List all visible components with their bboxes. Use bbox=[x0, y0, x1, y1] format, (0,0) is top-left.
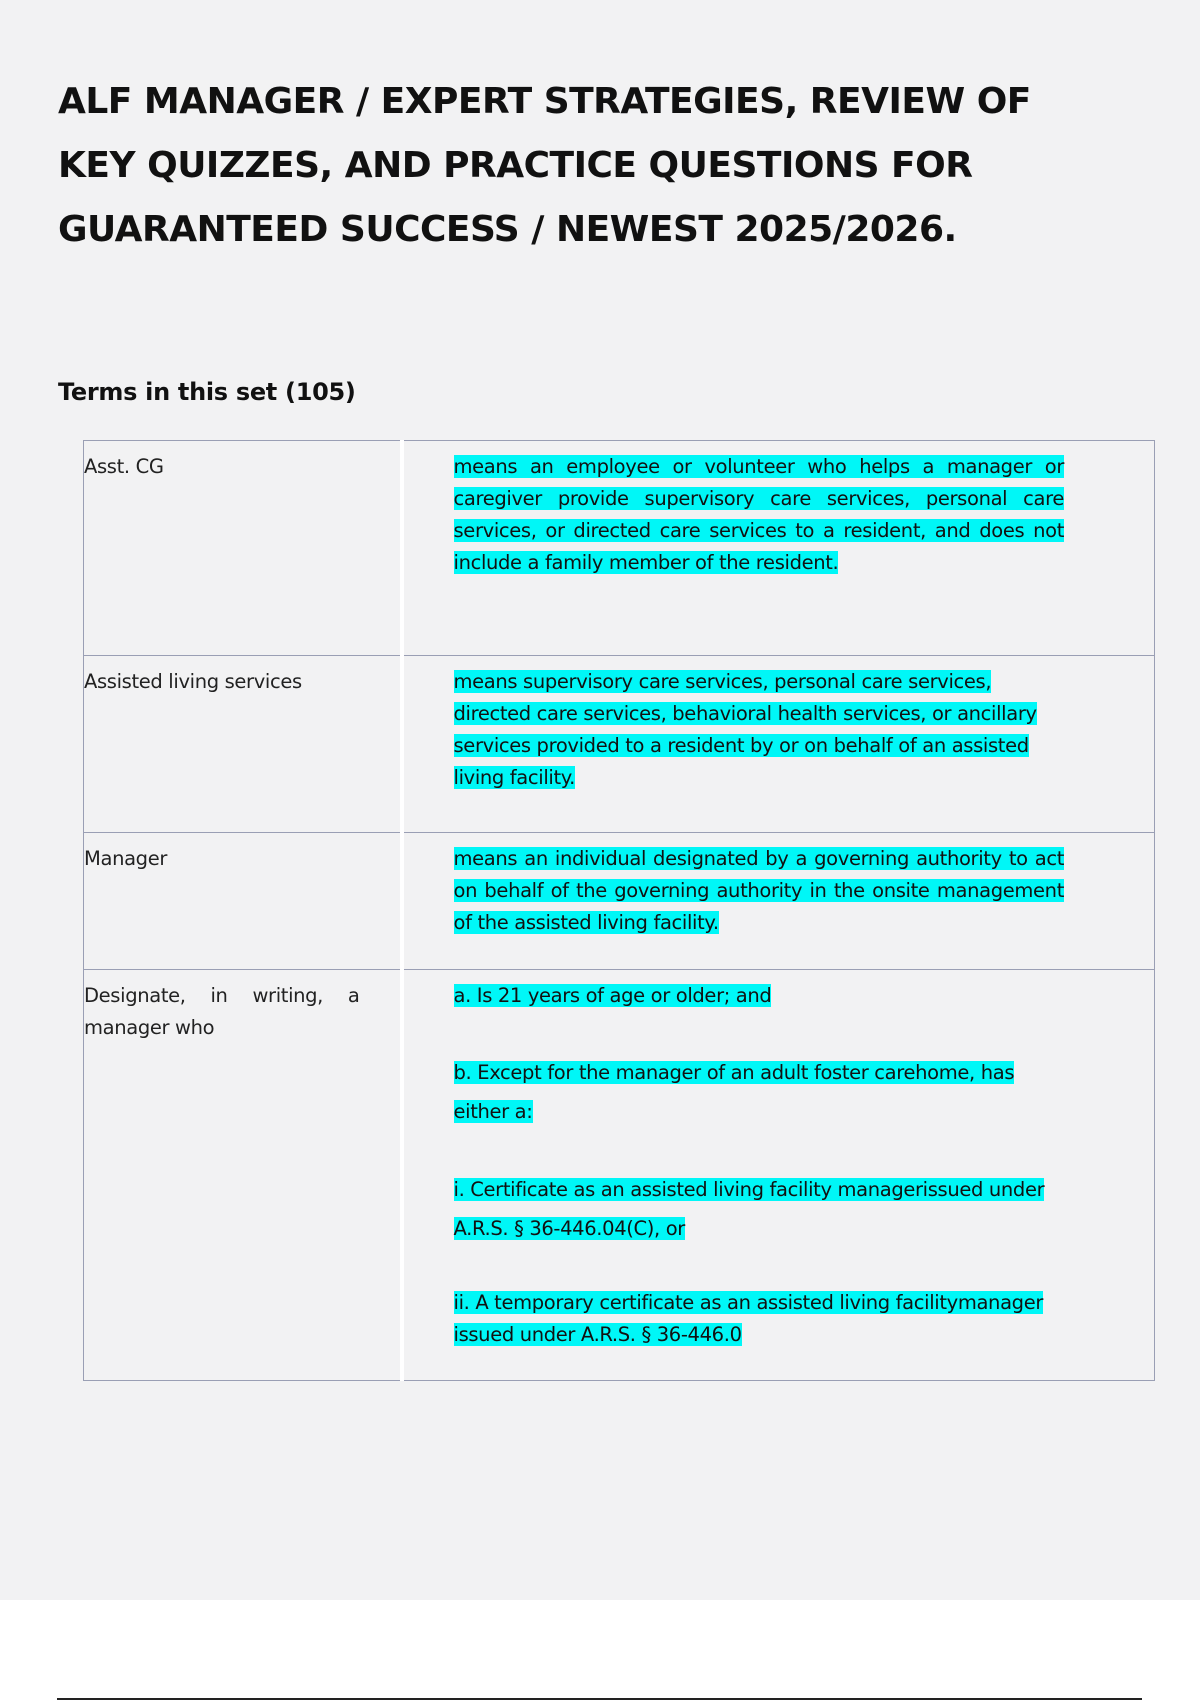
definition-cell bbox=[402, 441, 1155, 656]
table-row bbox=[84, 970, 1155, 1381]
definition-text: i. Certificate as an assisted living facility managerissued under A.R.S. § 36-446.04(C), or bbox=[453, 1178, 1045, 1240]
term-cell bbox=[84, 656, 402, 833]
definition-paragraph bbox=[454, 980, 1065, 1012]
definition-text: b. Except for the manager of an adult foster carehome, has either a: bbox=[453, 1061, 1015, 1123]
definition-paragraph bbox=[454, 666, 1065, 794]
term-cell bbox=[84, 970, 402, 1381]
definition-cell bbox=[402, 833, 1155, 970]
definition-text: means an employee or volunteer who helps a manager or caregiver provide supervisory care services, personal care services, or directed care services to a resident, and does not include a family member of the resident. bbox=[453, 455, 1064, 574]
terms-count-heading: Terms in this set (105) bbox=[58, 378, 356, 406]
definition-paragraph bbox=[454, 1287, 1065, 1351]
definition-paragraph bbox=[454, 451, 1065, 579]
definition-text: means an individual designated by a governing authority to act on behalf of the governing authority in the onsite management of the assisted living facility. bbox=[453, 847, 1064, 934]
term-cell bbox=[84, 833, 402, 970]
term-text: Designate, in writing, a manager who bbox=[84, 984, 360, 1039]
table-row bbox=[84, 833, 1155, 970]
definition-paragraph bbox=[454, 1170, 1065, 1248]
terms-table bbox=[83, 440, 1155, 1381]
definition-paragraph bbox=[454, 843, 1065, 939]
definition-paragraph bbox=[454, 1053, 1065, 1131]
definition-text: ii. A temporary certificate as an assisted living facilitymanager issued under A.R.S. § 36-446.0 bbox=[453, 1291, 1044, 1346]
definition-text: means supervisory care services, personal care services, directed care services, behavioral health services, or ancillary services provided to a resident by or on behalf of an assisted living facility. bbox=[453, 670, 1037, 789]
document-title: ALF MANAGER / EXPERT STRATEGIES, REVIEW OF KEY QUIZZES, AND PRACTICE QUESTIONS FOR GUARANTEED SUCCESS / NEWEST 2025/2026. bbox=[58, 81, 1031, 250]
term-cell bbox=[84, 441, 402, 656]
table-row bbox=[84, 656, 1155, 833]
definition-text: a. Is 21 years of age or older; and bbox=[453, 984, 772, 1007]
term-text: Asst. CG bbox=[84, 455, 164, 478]
definition-cell bbox=[402, 970, 1155, 1381]
table-row bbox=[84, 441, 1155, 656]
term-text: Assisted living services bbox=[84, 670, 302, 693]
definition-cell bbox=[402, 656, 1155, 833]
term-text: Manager bbox=[84, 847, 168, 870]
